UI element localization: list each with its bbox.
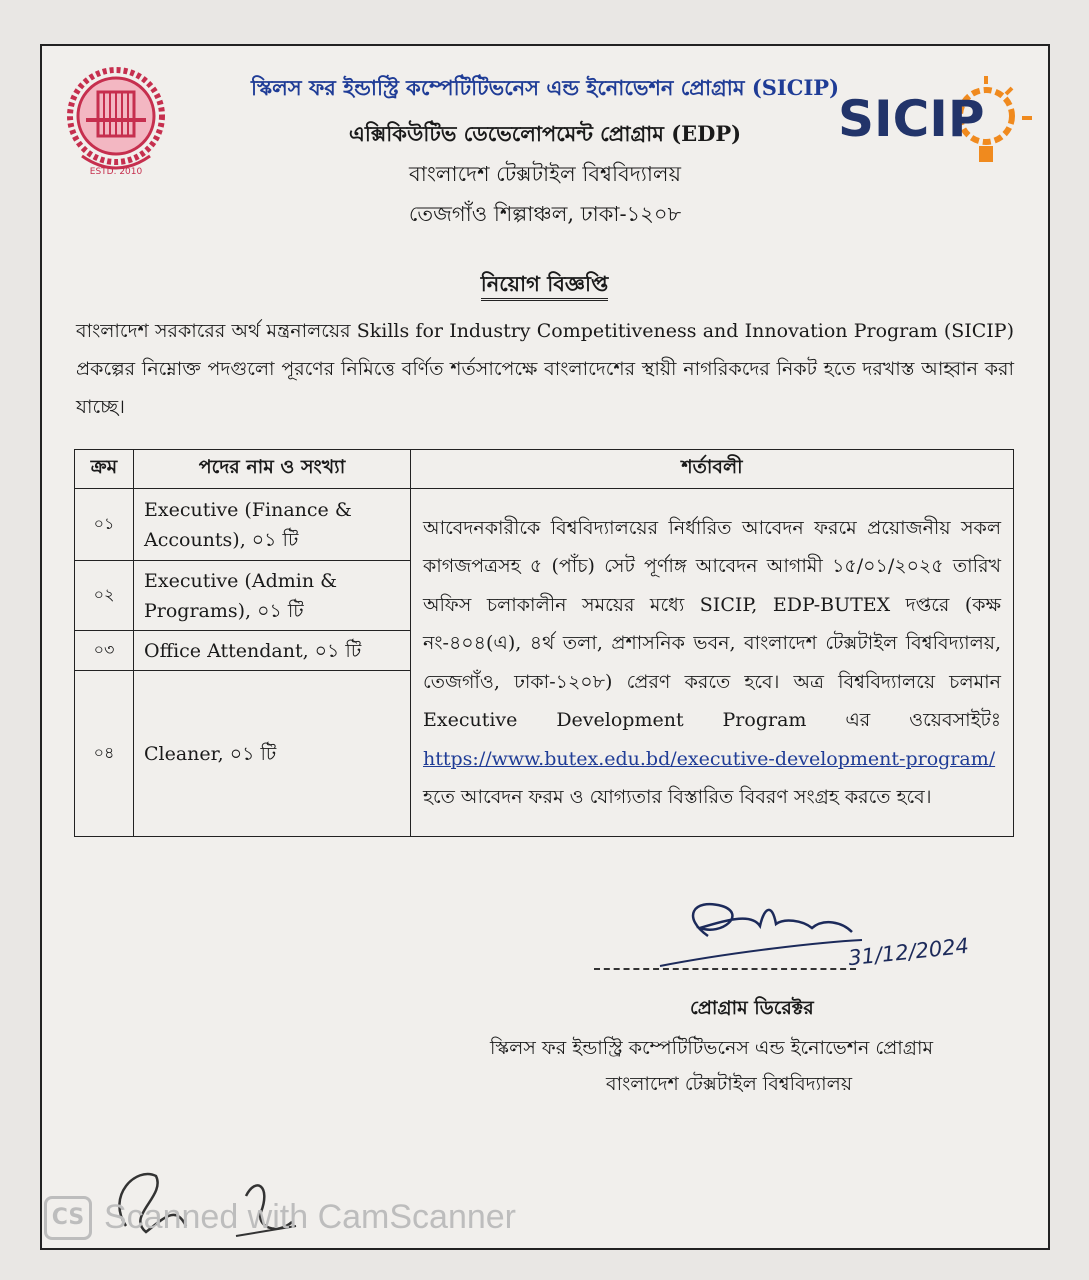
signatory-university: বাংলাদেশ টেক্সটাইল বিশ্ববিদ্যালয় bbox=[606, 1073, 853, 1095]
header-address: তেজগাঁও শিল্পাঞ্চল, ঢাকা-১২০৮ bbox=[408, 202, 682, 226]
signatory-org: স্কিলস ফর ইন্ডাস্ট্রি কম্পেটিটিভনেস এন্ড ইনোভেশন প্রোগ্রাম bbox=[490, 1037, 934, 1059]
posts-table bbox=[74, 449, 1014, 837]
butex-logo bbox=[66, 64, 166, 182]
signature-line bbox=[594, 968, 856, 970]
table-row bbox=[75, 489, 1014, 561]
terms-text-end: হতে আবেদন ফরম ও যোগ্যতার বিস্তারিত বিবরণ সংগ্রহ করতে হবে। bbox=[423, 786, 932, 808]
row-post: Executive (Admin & Programs), ০১ টি bbox=[134, 561, 411, 631]
header-university: বাংলাদেশ টেক্সটাইল বিশ্ববিদ্যালয় bbox=[409, 162, 681, 186]
terms-text: আবেদনকারীকে বিশ্ববিদ্যালয়ের নির্ধারিত আবেদন ফরমে প্রয়োজনীয় সকল কাগজপত্রসহ ৫ (পাঁচ) সেট পূর্ণাঙ্গ আবেদন আগামী ১৫/০১/২০২৫ তারিখ অফিস চলাকালীন সময়ের মধ্যে SICIP, EDP-BUTEX দপ্তরে (কক্ষ নং-৪০৪(এ), ৪র্থ তলা, প্রশাসনিক ভবন, বাংলাদেশ টেক্সটাইল বিশ্ববিদ্যালয়, তেজগাঁও, ঢাকা-১২০৮) প্রেরণ করতে হবে। অত্র বিশ্ববিদ্যালয়ে চলমান Executive Development Program এর ওয়েবসাইটঃ bbox=[423, 516, 1001, 731]
signature-date: 31/12/2024 bbox=[847, 933, 970, 971]
col-header-post: পদের নাম ও সংখ্যা bbox=[134, 450, 411, 489]
row-serial: ০২ bbox=[75, 561, 134, 631]
row-post: Office Attendant, ০১ টি bbox=[134, 631, 411, 671]
row-serial: ০৪ bbox=[75, 671, 134, 837]
terms-cell bbox=[411, 489, 1014, 837]
camscanner-watermark: Scanned with CamScanner bbox=[104, 1198, 517, 1236]
header-edp: এক্সিকিউটিভ ডেভেলোপমেন্ট প্রোগ্রাম (EDP) bbox=[348, 121, 742, 146]
logo-estd-text: ESTD. 2010 bbox=[89, 167, 143, 177]
website-link[interactable]: https://www.butex.edu.bd/executive-development-program/ bbox=[423, 747, 996, 770]
table-header-row bbox=[75, 450, 1014, 489]
row-post: Cleaner, ০১ টি bbox=[134, 671, 411, 837]
row-serial: ০৩ bbox=[75, 631, 134, 671]
intro-paragraph: বাংলাদেশ সরকারের অর্থ মন্ত্রনালয়ের Skills for Industry Competitiveness and Innovation Program (SICIP) প্রকল্পের নিম্নোক্ত পদগুলো পূরণের নিমিত্তে বর্ণিত শর্তসাপেক্ষে বাংলাদেশের স্থায়ী নাগরিকদের নিকট হতে দরখাস্ত আহ্বান করা যাচ্ছে। bbox=[76, 320, 1014, 418]
header-program-name: স্কিলস ফর ইন্ডাস্ট্রি কম্পেটিটিভনেস এন্ড ইনোভেশন প্রোগ্রাম (SICIP) bbox=[250, 75, 840, 100]
signatory-title: প্রোগ্রাম ডিরেক্টর bbox=[690, 997, 814, 1019]
sicip-logo-text: SICIP bbox=[838, 90, 985, 148]
col-header-serial: ক্রম bbox=[75, 450, 134, 489]
notice-title: নিয়োগ বিজ্ঞপ্তি bbox=[0, 268, 1089, 303]
camscanner-badge: CS bbox=[44, 1196, 92, 1240]
col-header-terms: শর্তাবলী bbox=[411, 450, 1014, 489]
row-post: Executive (Finance & Accounts), ০১ টি bbox=[134, 489, 411, 561]
row-serial: ০১ bbox=[75, 489, 134, 561]
